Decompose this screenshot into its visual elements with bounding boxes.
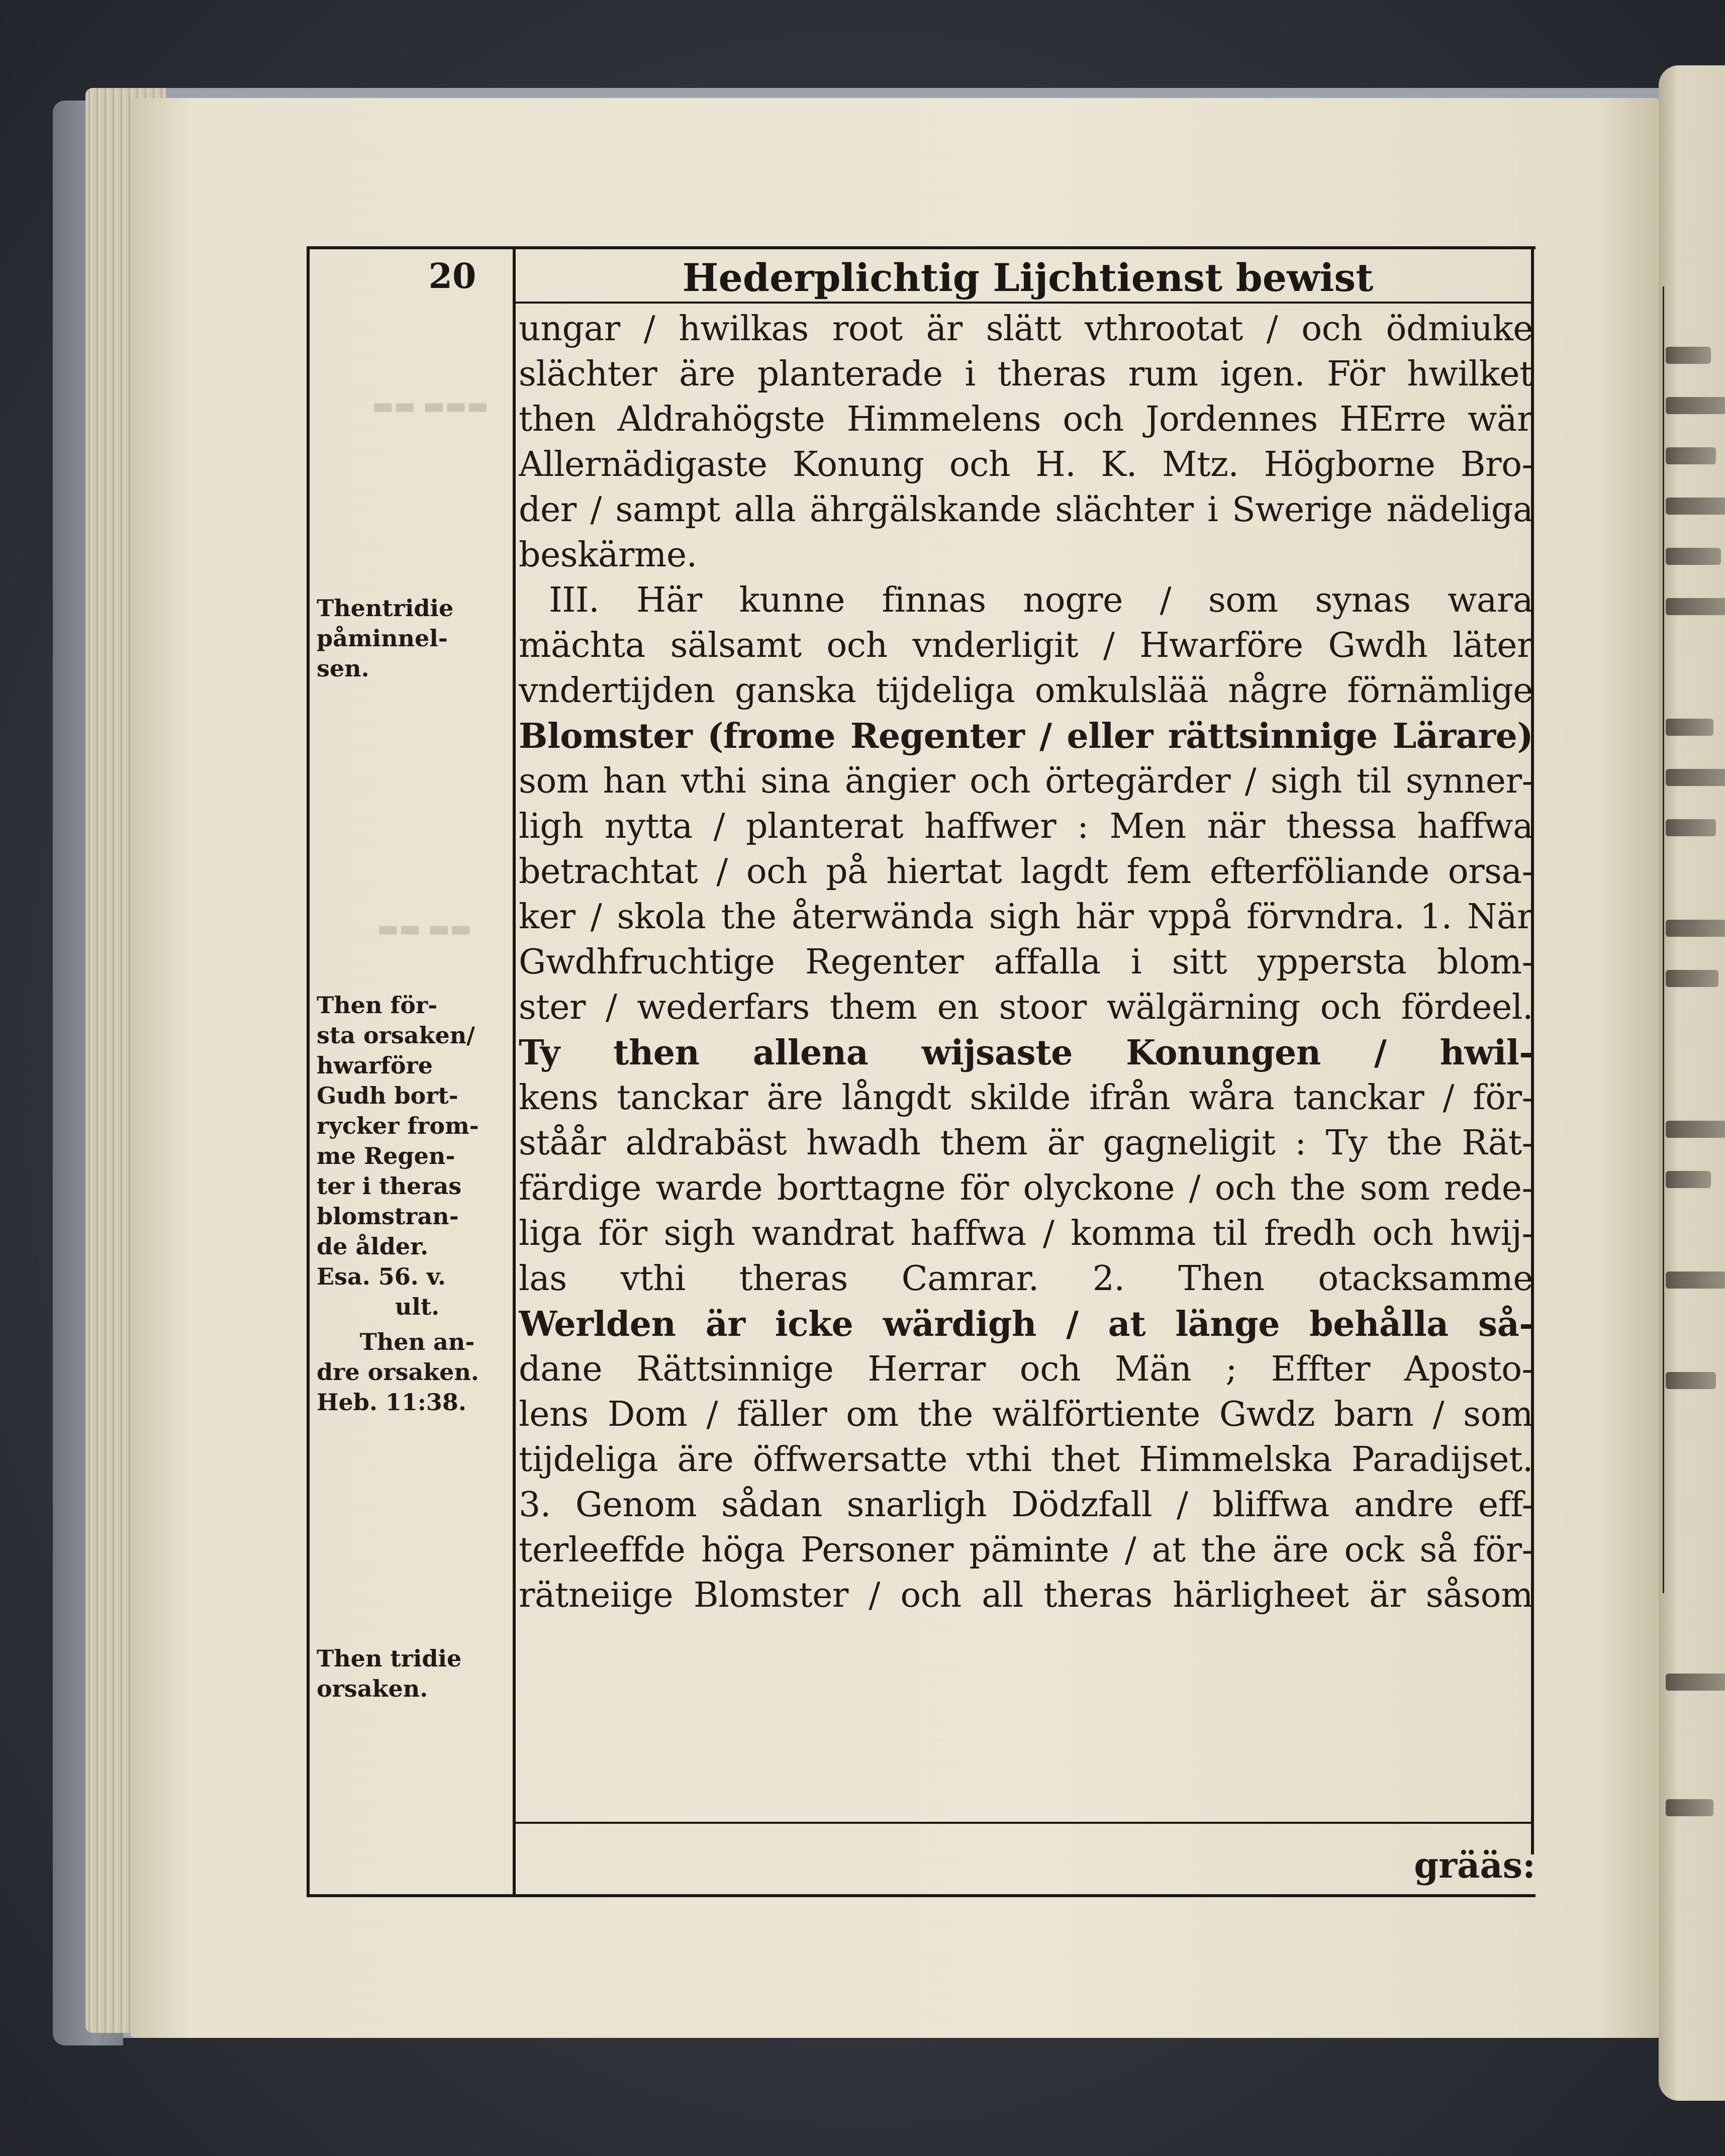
text-line: färdige warde borttagne för olyckone / och the som rede- xyxy=(519,1168,1533,1208)
text-line: slächter äre planterade i theras rum igen. För hwilket xyxy=(519,354,1533,394)
margin-note-line: me Regen- xyxy=(317,1142,455,1169)
facing-text-fragment xyxy=(1666,1674,1725,1691)
text-line: Allernädigaste Konung och H. K. Mtz. Högborne Bro- xyxy=(519,445,1533,484)
facing-text-fragment xyxy=(1666,1372,1716,1389)
text-line: betrachtat / och på hiertat lagdt fem efterföliande orsa- xyxy=(519,852,1533,892)
margin-note-line: ter i theras xyxy=(317,1172,462,1200)
facing-text-fragment xyxy=(1666,548,1721,565)
text-line: then Aldrahögste Himmelens och Jordennes HErre wär xyxy=(519,400,1533,439)
facing-text-fragment xyxy=(1666,719,1713,736)
margin-note-line: de ålder. xyxy=(317,1233,429,1260)
text-line: beskärme. xyxy=(519,535,697,575)
text-line: der / sampt alla ährgälskande slächter i Swerige nädeliga xyxy=(519,490,1533,530)
margin-note-line: Then tridie xyxy=(317,1645,462,1672)
margin-note-line: Then an- xyxy=(359,1328,475,1355)
facing-text-fragment xyxy=(1666,598,1725,615)
facing-text-fragment xyxy=(1666,1171,1711,1188)
text-line: rätneiige Blomster / och all theras härligheet är såsom xyxy=(519,1576,1533,1615)
margin-note-line: ult. xyxy=(395,1293,440,1320)
text-line: som han vthi sina ängier och örtegärder / sigh til synner- xyxy=(519,761,1533,801)
text-line: mächta sälsamt och vnderligit / Hwarföre Gwdh läter xyxy=(519,626,1533,665)
text-line: ker / skola the återwända sigh här vppå förvndra. 1. När xyxy=(519,897,1533,937)
body-text xyxy=(519,307,1533,1618)
text-line: kens tanckar äre långdt skilde ifrån wåra tanckar / för- xyxy=(519,1078,1533,1118)
top-rule xyxy=(307,246,1536,249)
facing-text-fragment xyxy=(1666,1121,1725,1138)
text-line: Gwdhfruchtige Regenter affalla i sitt yppersta blom- xyxy=(519,942,1533,982)
margin-note-line: rycker from- xyxy=(317,1112,479,1139)
left-rule xyxy=(307,246,310,1897)
facing-text-fragment xyxy=(1666,1271,1725,1289)
catchword: grääs: xyxy=(1414,1844,1536,1886)
bottom-rule xyxy=(307,1894,1536,1897)
facing-page-rule xyxy=(1663,286,1664,1593)
text-line: lens Dom / fäller om the wälförtiente Gwdz barn / som xyxy=(519,1395,1533,1434)
margin-note-line: sta orsaken/ xyxy=(317,1022,475,1049)
margin-note-line: Thentridie xyxy=(317,595,454,622)
text-frame xyxy=(307,246,1536,1897)
text-line: Ty then allena wijsaste Konungen / hwil- xyxy=(519,1033,1533,1073)
text-line: Blomster (frome Regenter / eller rättsinnige Lärare) xyxy=(519,716,1533,756)
facing-text-fragment xyxy=(1666,1799,1713,1816)
text-line: liga för sigh wandrat haffwa / komma til fredh och hwij- xyxy=(519,1214,1533,1253)
text-line: terleeffde höga Personer päminte / at the äre ock så för- xyxy=(519,1530,1533,1570)
margin-note-line: Heb. 11:38. xyxy=(317,1389,466,1416)
margin-note-4 xyxy=(317,1643,518,1704)
margin-note-line: Then för- xyxy=(317,992,438,1019)
text-line: ståår aldrabäst hwadh them är gagneligit : Ty the Rät- xyxy=(519,1123,1533,1163)
page-number: 20 xyxy=(428,256,476,297)
text-line: dane Rättsinnige Herrar och Män ; Effter Aposto- xyxy=(519,1349,1533,1389)
margin-note-3 xyxy=(317,1327,518,1417)
text-line: las vthi theras Camrar. 2. Then otacksamme xyxy=(519,1259,1533,1299)
margin-note-line: blomstran- xyxy=(317,1203,459,1230)
facing-text-fragment xyxy=(1666,447,1716,464)
margin-note-line: hwarföre xyxy=(317,1052,433,1079)
running-head: Hederplichtig Lijchtienst bewist xyxy=(682,255,1374,300)
header-rule xyxy=(516,302,1534,304)
facing-page-edge xyxy=(1659,65,1725,2101)
text-line: vndertijden ganska tijdeliga omkulslää någre förnämlige xyxy=(519,671,1533,711)
margin-note-2 xyxy=(317,990,518,1322)
text-line: ungar / hwilkas root är slätt vthrootat / och ödmiuke xyxy=(519,309,1533,349)
margin-note-line: Gudh bort- xyxy=(317,1082,458,1109)
facing-text-fragment xyxy=(1666,920,1725,937)
margin-note-line: orsaken. xyxy=(317,1675,428,1702)
margin-note-line: sen. xyxy=(317,655,369,682)
text-line: Werlden är icke wärdigh / at länge behålla så- xyxy=(519,1304,1533,1344)
margin-note-line: dre orsaken. xyxy=(317,1358,479,1386)
text-line: tijdeliga äre öffwersatte vthi thet Himmelska Paradijset. xyxy=(519,1440,1533,1480)
margin-note-line: påminnel- xyxy=(317,625,448,652)
margin-note-line: Esa. 56. v. xyxy=(317,1263,446,1290)
text-line: 3. Genom sådan snarligh Dödzfall / bliffwa andre eff- xyxy=(519,1485,1533,1525)
bleed-through-mark: ▬▬ ▬▬ xyxy=(377,915,472,942)
text-line: III. Här kunne finnas nogre / som synas wara xyxy=(549,580,1533,620)
text-bottom-rule xyxy=(516,1822,1534,1824)
text-line: ster / wederfars them en stoor wälgärning och fördeel. xyxy=(519,988,1533,1027)
facing-text-fragment xyxy=(1666,347,1711,364)
facing-text-fragment xyxy=(1666,769,1725,786)
bleed-through-mark: ▬▬▬ ▬▬ xyxy=(372,392,489,419)
facing-text-fragment xyxy=(1666,498,1725,515)
facing-text-fragment xyxy=(1666,397,1725,414)
facing-text-fragment xyxy=(1666,970,1718,987)
text-line: ligh nytta / planterat haffwer : Men när thessa haffwa xyxy=(519,807,1533,846)
facing-text-fragment xyxy=(1666,819,1716,836)
margin-note-1 xyxy=(317,593,518,683)
